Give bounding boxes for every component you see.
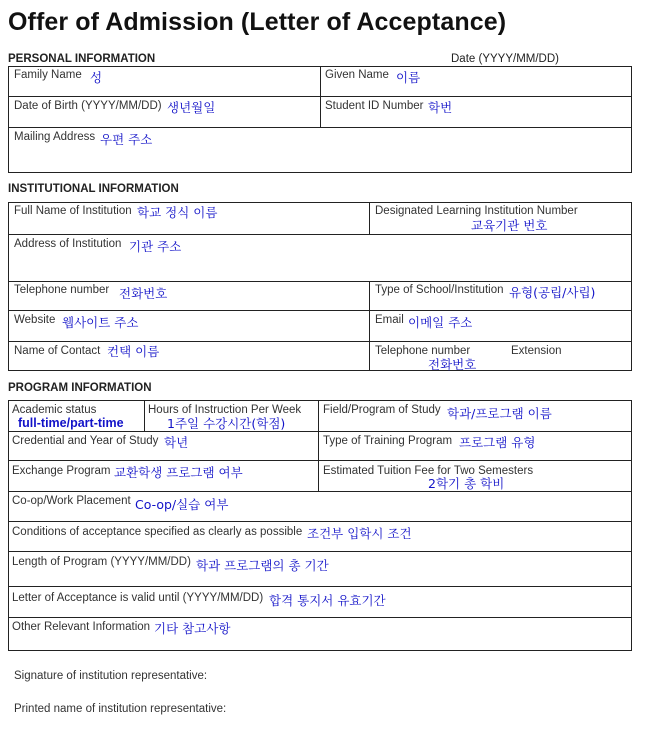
- credential-value: 학년: [164, 435, 189, 450]
- conditions-value: 조건부 입학시 조건: [307, 526, 412, 541]
- divider: [320, 66, 321, 127]
- school-type-label: Type of School/Institution: [375, 284, 504, 296]
- institution-address-label: Address of Institution: [14, 238, 122, 250]
- website-value: 웹사이트 주소: [62, 315, 139, 330]
- divider: [8, 281, 632, 282]
- divider: [8, 341, 632, 342]
- student-id-value: 학번: [428, 100, 453, 115]
- divider: [144, 400, 145, 431]
- contact-telephone-value: 전화번호: [428, 357, 477, 372]
- divider: [8, 310, 632, 311]
- field-of-study-label: Field/Program of Study: [323, 404, 441, 416]
- given-name-value: 이름: [396, 70, 421, 85]
- contact-name-value: 컨택 이름: [107, 344, 160, 359]
- date-label: Date (YYYY/MM/DD): [451, 53, 559, 65]
- student-id-label: Student ID Number: [325, 100, 424, 112]
- divider: [8, 586, 632, 587]
- program-length-label: Length of Program (YYYY/MM/DD): [12, 556, 191, 568]
- email-label: Email: [375, 314, 404, 326]
- hours-per-week-label: Hours of Instruction Per Week: [148, 404, 302, 416]
- divider: [8, 460, 632, 461]
- given-name-label: Given Name: [325, 69, 389, 81]
- divider: [8, 491, 632, 492]
- exchange-program-value: 교환학생 프로그램 여부: [114, 465, 243, 480]
- dob-value: 생년월일: [167, 100, 216, 115]
- coop-label: Co-op/Work Placement: [12, 495, 131, 507]
- institution-name-value: 학교 정식 이름: [137, 205, 218, 220]
- field-of-study-value: 학과/프로그램 이름: [447, 406, 552, 421]
- family-name-label: Family Name: [14, 69, 82, 81]
- contact-name-label: Name of Contact: [14, 345, 101, 357]
- mailing-address-value: 우편 주소: [100, 132, 153, 147]
- training-type-label: Type of Training Program: [323, 435, 453, 447]
- family-name-value: 성: [90, 70, 103, 85]
- page-title: Offer of Admission (Letter of Acceptance): [8, 8, 507, 36]
- divider: [8, 127, 632, 128]
- institution-name-label: Full Name of Institution: [14, 205, 132, 217]
- exchange-program-label: Exchange Program: [12, 465, 111, 477]
- dob-label: Date of Birth (YYYY/MM/DD): [14, 100, 162, 112]
- credential-label: Credential and Year of Study: [12, 435, 159, 447]
- signature-label: Signature of institution representative:: [14, 670, 208, 682]
- tuition-fee-label: Estimated Tuition Fee for Two Semesters: [323, 465, 534, 477]
- tuition-fee-value: 2학기 총 학비: [428, 476, 505, 491]
- mailing-address-label: Mailing Address: [14, 131, 96, 143]
- validity-label: Letter of Acceptance is valid until (YYYY/MM/DD): [12, 592, 264, 604]
- other-info-label: Other Relevant Information: [12, 621, 151, 633]
- divider: [8, 431, 632, 432]
- personal-section-header: PERSONAL INFORMATION: [8, 53, 156, 65]
- divider: [318, 400, 319, 491]
- divider: [8, 617, 632, 618]
- institution-telephone-label: Telephone number: [14, 284, 110, 296]
- divider: [369, 281, 370, 371]
- academic-status-value: full-time/part-time: [18, 416, 124, 430]
- dli-number-label: Designated Learning Institution Number: [375, 205, 578, 217]
- program-length-value: 학과 프로그램의 총 기간: [196, 558, 329, 573]
- dli-number-value: 교육기관 번호: [471, 218, 548, 233]
- extension-label: Extension: [511, 345, 562, 357]
- divider: [8, 234, 632, 235]
- divider: [369, 202, 370, 234]
- academic-status-label: Academic status: [12, 404, 97, 416]
- school-type-value: 유형(공립/사립): [509, 285, 596, 300]
- institutional-section-header: INSTITUTIONAL INFORMATION: [8, 183, 179, 195]
- contact-telephone-label: Telephone number: [375, 345, 471, 357]
- institution-address-value: 기관 주소: [129, 239, 182, 254]
- divider: [8, 551, 632, 552]
- program-section-header: PROGRAM INFORMATION: [8, 382, 152, 394]
- hours-per-week-value: 1주일 수강시간(학점): [167, 416, 286, 431]
- conditions-label: Conditions of acceptance specified as clearly as possible: [12, 526, 303, 538]
- coop-value: Co-op/실습 여부: [135, 497, 229, 512]
- divider: [8, 521, 632, 522]
- other-info-value: 기타 참고사항: [154, 621, 231, 636]
- email-value: 이메일 주소: [408, 315, 473, 330]
- website-label: Website: [14, 314, 56, 326]
- printed-name-label: Printed name of institution representative:: [14, 703, 227, 715]
- training-type-value: 프로그램 유형: [459, 435, 536, 450]
- validity-value: 합격 통지서 유효기간: [269, 593, 386, 608]
- institution-telephone-value: 전화번호: [119, 286, 168, 301]
